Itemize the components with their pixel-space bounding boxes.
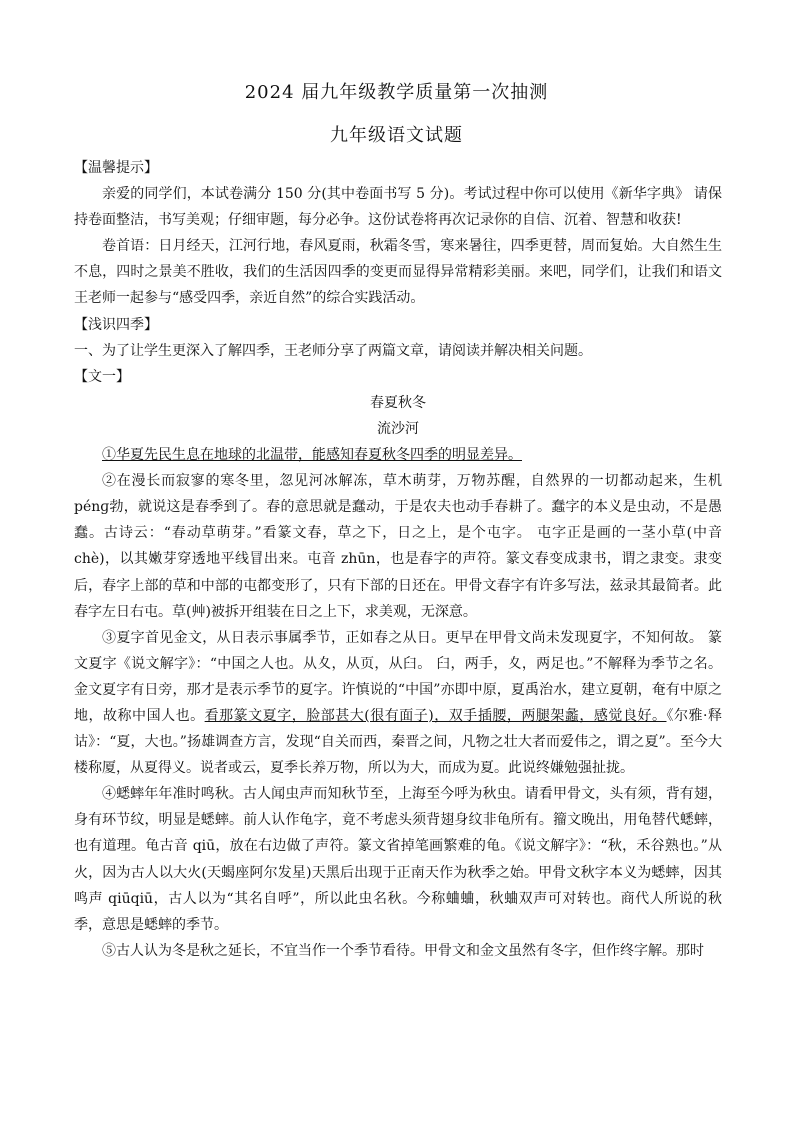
article-paragraph-5: ⑤古人认为冬是秋之延长，不宜当作一个季节看待。甲骨文和金文虽然有冬字，但作终字解。那时: [102, 942, 704, 959]
section-heading: 【浅识四季】: [74, 316, 158, 333]
question-one: 一、为了让学生更深入了解四季，王老师分享了两篇文章，请阅读并解决相关问题。: [74, 342, 592, 359]
article-author: 流沙河: [377, 420, 419, 437]
article-paragraph-1: [74, 442, 722, 468]
article-paragraph-2: ②在漫长而寂寥的寒冬里，忽见河冰解冻，草木萌芽，万物苏醒，自然界的一切都动起来，生机 pénɡ勃，就说这是春季到了。春的意思就是蠢动，于是农夫也动手春耕了。蠢字的本义是虫动，不是愚蠢。古诗云：“春动草萌芽。”看篆文春，草之下，日之上，是个屯字。 屯字正是画的一茎小草(中音chè)，以其嫩芽穿透地平线冒出来。屯音 zhūn，也是春字的声符。篆文春变成隶书，谓之隶变。隶变后，春字上部的草和中部的屯都变形了，只有下部的日还在。甲骨文春字有许多写法，兹录其最简者。此春字左日右屯。草(艸)被拆开组装在日之上下，求美观，无深意。: [74, 473, 722, 620]
underlined-sentence-1: ①华夏先民生息在地球的北温带，能感知春夏秋冬四季的明显差异。: [102, 447, 522, 464]
preface-text: 卷首语：日月经天，江河行地，春风夏雨，秋霜冬雪，寒来暑往，四季更替，周而复始。大自然生生不息，四时之景美不胜收，我们的生活因四季的变更而显得异常精彩美丽。来吧，同学们，让我们和语文王老师一起参与“感受四季，亲近自然”的综合实践活动。: [74, 238, 722, 307]
text-one-label: 【文一】: [74, 368, 130, 385]
paragraph-3-start: ③夏字首见金文，从日表示事属季节，正如春之从日。更早在甲骨文尚未发现夏字，不知何故。 篆文夏字《说文解字》：“中国之人也。从夊，从页，从臼。 臼，两手，夊，两足也。”不解释为季节之名。金文夏字有日旁，那才是表示季节的夏字。许慎说的“中国”亦即中原，夏禹治水，建立夏朝，奄有中原之地，故称中国人也。: [74, 629, 722, 724]
tips-heading: 【温馨提示】: [74, 160, 158, 176]
article-paragraph-4: ④蟋蟀年年准时鸣秋。古人闻虫声而知秋节至，上海至今呼为秋虫。请看甲骨文，头有须，背有翅，身有环节纹，明显是蟋蟀。前人认作龟字，竟不考虑头须背翅身纹非龟所有。籀文晚出，用龟替代蟋蟀，也有道理。龟古音 qiū，放在右边做了声符。篆文省掉笔画繁难的龟。《说文解字》：“秋，禾谷熟也。”从火，因为古人以大火(天蝎座阿尔发星)天黑后出现于正南天作为秋季之始。甲骨文秋字本义为蟋蟀，因其鸣声 qiūqiū，古人以为“其名自呼”，所以此虫名秋。今称蛐蛐，秋蛐双声可对转也。商代人所说的秋季，意思是蟋蟀的季节。: [74, 786, 722, 933]
exam-subtitle: 九年级语文试题: [330, 125, 463, 146]
exam-body: [74, 155, 722, 964]
paragraph-3-end: 《尔雅·释诂》：“夏，大也。”扬雄调查方言，发现“自关而西，秦晋之间，凡物之壮大者而爱伟之，谓之夏”。至今大楼称厦，从夏得义。说者或云，夏季长养万物，所以为大，而成为夏。此说终嫌勉强扯拢。: [74, 707, 722, 777]
article-title: 春夏秋冬: [370, 394, 426, 411]
tips-text: 亲爱的同学们，本试卷满分 150 分(其中卷面书写 5 分)。考试过程中你可以使用《新华字典》 请保持卷面整洁，书写美观；仔细审题，每分必争。这份试卷将再次记录你的自信、沉着、智慧和收获!: [74, 186, 722, 229]
article-paragraph-3: [74, 625, 722, 782]
exam-title: 2024 届九年级教学质量第一次抽测: [244, 82, 549, 103]
underlined-sentence-3: 看那篆文夏字，脸部甚大(很有面子)，双手插腰，两腿架蠡，感觉良好。: [204, 707, 667, 724]
